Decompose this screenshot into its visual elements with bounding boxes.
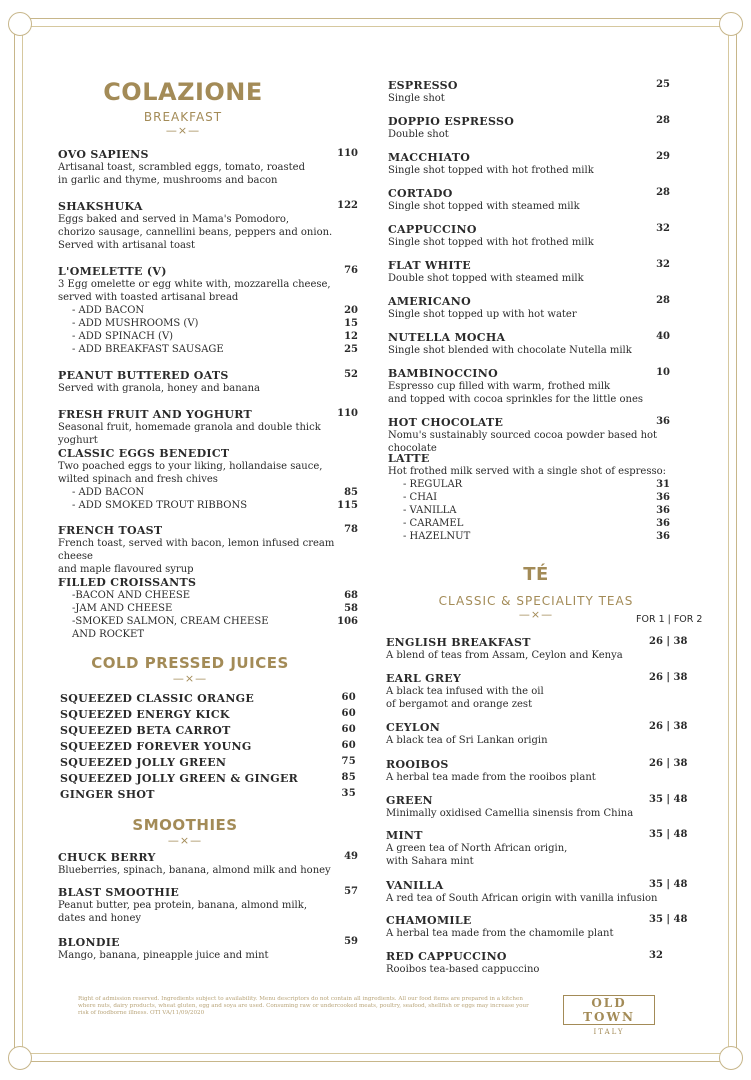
item-description: Served with artisanal toast bbox=[58, 240, 196, 251]
item-price: 59 bbox=[344, 936, 358, 947]
item-name: GINGER SHOT bbox=[60, 788, 155, 801]
menu-item bbox=[386, 914, 701, 940]
item-price: 35 bbox=[341, 788, 356, 799]
juice-item bbox=[60, 692, 356, 705]
add-on-option bbox=[388, 530, 703, 543]
menu-item bbox=[386, 636, 701, 662]
item-description: dates and honey bbox=[58, 913, 142, 924]
item-price: 60 bbox=[341, 740, 356, 751]
item-price: 26 | 38 bbox=[649, 721, 688, 732]
item-description: chorizo sausage, cannellini beans, peppers and onion. bbox=[58, 227, 333, 238]
item-name: BLAST SMOOTHIE bbox=[58, 886, 180, 899]
item-name: CHUCK BERRY bbox=[58, 851, 156, 864]
add-on-price: 106 bbox=[337, 616, 358, 627]
menu-item bbox=[388, 331, 703, 357]
item-description: Blueberries, spinach, banana, almond milk and honey bbox=[58, 865, 331, 876]
item-name: BAMBINOCCINO bbox=[388, 367, 498, 380]
item-description: French toast, served with bacon, lemon infused cream cheese bbox=[58, 538, 335, 562]
juice-item bbox=[60, 772, 356, 785]
add-on-price: 36 bbox=[656, 492, 670, 503]
item-price: 35 | 48 bbox=[649, 794, 688, 805]
item-description: Mango, banana, pineapple juice and mint bbox=[58, 950, 269, 961]
item-price: 75 bbox=[341, 756, 356, 767]
tea-size-header: FOR 1 | FOR 2 bbox=[636, 614, 703, 625]
add-on-price: 36 bbox=[656, 531, 670, 542]
item-name: CLASSIC EGGS BENEDICT bbox=[58, 447, 230, 460]
item-name: DOPPIO ESPRESSO bbox=[388, 115, 515, 128]
menu-item bbox=[388, 295, 703, 321]
add-on-option bbox=[58, 486, 358, 499]
item-description: Espresso cup filled with warm, frothed milk bbox=[388, 381, 611, 392]
logo-subtext: ITALY bbox=[593, 1028, 625, 1036]
item-description: wilted spinach and fresh chives bbox=[58, 474, 218, 485]
item-description: and topped with cocoa sprinkles for the little ones bbox=[388, 394, 644, 405]
breakfast-subtitle: BREAKFAST bbox=[143, 110, 223, 124]
item-name: BLONDIE bbox=[58, 936, 120, 949]
divider-ornament: —×— bbox=[172, 672, 208, 685]
item-name: FRESH FRUIT AND YOGHURT bbox=[58, 408, 253, 421]
add-on-option bbox=[58, 317, 358, 330]
item-description: Nomu's sustainably sourced cocoa powder based hot chocolate bbox=[388, 430, 658, 454]
add-on-price: 12 bbox=[344, 331, 358, 342]
item-name: FILLED CROISSANTS bbox=[58, 576, 197, 589]
add-on-price: 36 bbox=[656, 505, 670, 516]
tea-title: TÉ bbox=[523, 564, 549, 585]
juice-item bbox=[60, 788, 356, 801]
item-description: A green tea of North African origin, bbox=[386, 843, 568, 854]
add-on-label: - CHAI bbox=[403, 492, 438, 503]
item-name: ENGLISH BREAKFAST bbox=[386, 636, 531, 649]
juice-item bbox=[60, 756, 356, 769]
item-description: Rooibos tea-based cappuccino bbox=[386, 964, 540, 975]
brand-logo bbox=[563, 995, 655, 1036]
tea-subtitle: CLASSIC & SPECIALITY TEAS bbox=[438, 594, 634, 608]
item-price: 32 bbox=[656, 259, 670, 270]
add-on-price: 58 bbox=[344, 603, 358, 614]
corner-ornament bbox=[8, 1046, 32, 1070]
add-on-label: AND ROCKET bbox=[72, 629, 144, 640]
menu-item bbox=[386, 829, 701, 868]
item-name: SQUEEZED FOREVER YOUNG bbox=[60, 740, 252, 753]
add-on-option bbox=[58, 330, 358, 343]
item-description: Double shot topped with steamed milk bbox=[388, 273, 584, 284]
item-name: CAPPUCCINO bbox=[388, 223, 477, 236]
item-description: and maple flavoured syrup bbox=[58, 564, 194, 575]
corner-ornament bbox=[719, 12, 743, 36]
item-name: HOT CHOCOLATE bbox=[388, 416, 504, 429]
item-name: EARL GREY bbox=[386, 672, 462, 685]
menu-item bbox=[58, 369, 358, 395]
add-on-price: 85 bbox=[344, 487, 358, 498]
add-on-label: -JAM AND CHEESE bbox=[72, 603, 173, 614]
item-description: Seasonal fruit, homemade granola and double thick yoghurt bbox=[58, 422, 321, 446]
item-price: 26 | 38 bbox=[649, 758, 688, 769]
add-on-option bbox=[58, 628, 358, 641]
add-on-price: 36 bbox=[656, 518, 670, 529]
add-on-label: - ADD BREAKFAST SAUSAGE bbox=[72, 344, 224, 355]
add-on-label: -BACON AND CHEESE bbox=[72, 590, 191, 601]
item-name: CHAMOMILE bbox=[386, 914, 472, 927]
item-description: Hot frothed milk served with a single shot of espresso: bbox=[388, 466, 666, 477]
menu-item bbox=[388, 223, 703, 249]
add-on-option bbox=[58, 589, 358, 602]
item-price: 26 | 38 bbox=[649, 636, 688, 647]
juice-item bbox=[60, 708, 356, 721]
item-price: 35 | 48 bbox=[649, 829, 688, 840]
add-on-label: - ADD SPINACH (V) bbox=[72, 331, 174, 342]
item-price: 60 bbox=[341, 692, 356, 703]
add-on-option bbox=[58, 343, 358, 356]
item-description: Single shot bbox=[388, 93, 445, 104]
footer-disclaimer: Right of admission reserved. Ingredients subject to availability. Menu descriptors do not contain all ingredients. All our food items are prepared in a kitchen where nuts, dairy products, wheat gluten, egg and soya are used. Consuming raw or undercooked meats, poultry, seafood, shellfish or eggs may increase your risk of foodborne illness. OTI VA/11/09/2020 bbox=[78, 996, 529, 1016]
item-name: OVO SAPIENS bbox=[58, 148, 149, 161]
add-on-price: 25 bbox=[344, 344, 358, 355]
item-description: Single shot topped with steamed milk bbox=[388, 201, 580, 212]
add-on-price: 31 bbox=[656, 479, 670, 490]
item-name: SQUEEZED JOLLY GREEN bbox=[60, 756, 227, 769]
menu-item bbox=[388, 259, 703, 285]
divider-ornament: —×— bbox=[518, 608, 554, 621]
item-price: 32 bbox=[649, 950, 663, 961]
menu-item bbox=[386, 794, 701, 820]
add-on-option bbox=[388, 504, 703, 517]
item-description: with Sahara mint bbox=[386, 856, 474, 867]
smoothies-title: SMOOTHIES bbox=[132, 816, 238, 834]
item-name: CORTADO bbox=[388, 187, 453, 200]
item-name: ROOIBOS bbox=[386, 758, 449, 771]
menu-item bbox=[58, 524, 358, 576]
menu-item bbox=[388, 79, 703, 105]
item-price: 85 bbox=[341, 772, 356, 783]
item-name: ESPRESSO bbox=[388, 79, 458, 92]
add-on-option bbox=[388, 478, 703, 491]
right-column bbox=[388, 0, 703, 1000]
item-description: A blend of teas from Assam, Ceylon and Kenya bbox=[386, 650, 623, 661]
item-price: 10 bbox=[656, 367, 670, 378]
item-description: Served with granola, honey and banana bbox=[58, 383, 261, 394]
left-column bbox=[58, 0, 358, 1000]
add-on-price: 15 bbox=[344, 318, 358, 329]
item-description: A herbal tea made from the rooibos plant bbox=[386, 772, 596, 783]
item-description: A black tea infused with the oil bbox=[386, 686, 544, 697]
item-price: 76 bbox=[344, 265, 358, 276]
item-description: Double shot bbox=[388, 129, 449, 140]
item-description: Single shot topped up with hot water bbox=[388, 309, 577, 320]
item-description: A herbal tea made from the chamomile plant bbox=[386, 928, 614, 939]
item-name: FRENCH TOAST bbox=[58, 524, 163, 537]
item-description: A black tea of Sri Lankan origin bbox=[386, 735, 548, 746]
item-description: Single shot topped with hot frothed milk bbox=[388, 165, 594, 176]
item-price: 32 bbox=[656, 223, 670, 234]
menu-item bbox=[58, 200, 358, 252]
menu-item bbox=[58, 265, 358, 356]
add-on-label: - ADD SMOKED TROUT RIBBONS bbox=[72, 500, 248, 511]
menu-item bbox=[58, 886, 358, 925]
item-name: MINT bbox=[386, 829, 423, 842]
item-name: LATTE bbox=[388, 452, 430, 465]
add-on-option bbox=[58, 304, 358, 317]
item-description: in garlic and thyme, mushrooms and bacon bbox=[58, 175, 278, 186]
item-price: 60 bbox=[341, 708, 356, 719]
item-description: Artisanal toast, scrambled eggs, tomato, roasted bbox=[58, 162, 305, 173]
item-price: 52 bbox=[344, 369, 358, 380]
item-description: Two poached eggs to your liking, hollandaise sauce, bbox=[58, 461, 323, 472]
item-description: Minimally oxidised Camellia sinensis from China bbox=[386, 808, 634, 819]
add-on-label: - CARAMEL bbox=[403, 518, 464, 529]
menu-item bbox=[388, 452, 703, 543]
item-price: 60 bbox=[341, 724, 356, 735]
add-on-option bbox=[58, 615, 358, 628]
add-on-price: 20 bbox=[344, 305, 358, 316]
menu-item bbox=[388, 416, 703, 455]
menu-item bbox=[58, 148, 358, 187]
menu-item bbox=[386, 950, 701, 976]
item-name: NUTELLA MOCHA bbox=[388, 331, 506, 344]
divider-ornament: —×— bbox=[165, 124, 201, 137]
item-price: 110 bbox=[337, 148, 358, 159]
item-price: 122 bbox=[337, 200, 358, 211]
item-name: VANILLA bbox=[386, 879, 444, 892]
item-price: 28 bbox=[656, 115, 670, 126]
item-description: Single shot blended with chocolate Nutella milk bbox=[388, 345, 632, 356]
menu-item bbox=[388, 367, 703, 406]
menu-item bbox=[386, 758, 701, 784]
menu-item bbox=[58, 576, 358, 641]
add-on-option bbox=[58, 499, 358, 512]
item-name: PEANUT BUTTERED OATS bbox=[58, 369, 229, 382]
item-name: SQUEEZED BETA CARROT bbox=[60, 724, 231, 737]
item-name: SQUEEZED CLASSIC ORANGE bbox=[60, 692, 255, 705]
juice-item bbox=[60, 724, 356, 737]
add-on-label: - VANILLA bbox=[403, 505, 457, 516]
item-name: SQUEEZED ENERGY KICK bbox=[60, 708, 230, 721]
juice-item bbox=[60, 740, 356, 753]
corner-ornament bbox=[8, 12, 32, 36]
item-name: SQUEEZED JOLLY GREEN & GINGER bbox=[60, 772, 299, 785]
item-name: RED CAPPUCCINO bbox=[386, 950, 507, 963]
item-price: 49 bbox=[344, 851, 358, 862]
menu-item bbox=[386, 672, 701, 711]
breakfast-title: COLAZIONE bbox=[103, 78, 263, 106]
item-price: 25 bbox=[656, 79, 670, 90]
item-price: 35 | 48 bbox=[649, 879, 688, 890]
item-name: AMERICANO bbox=[388, 295, 472, 308]
menu-item bbox=[58, 408, 358, 447]
item-price: 78 bbox=[344, 524, 358, 535]
item-price: 35 | 48 bbox=[649, 914, 688, 925]
add-on-label: - HAZELNUT bbox=[403, 531, 471, 542]
menu-item bbox=[386, 721, 701, 747]
divider-ornament: —×— bbox=[167, 834, 203, 847]
item-price: 26 | 38 bbox=[649, 672, 688, 683]
item-price: 28 bbox=[656, 187, 670, 198]
item-name: SHAKSHUKA bbox=[58, 200, 143, 213]
item-description: Single shot topped with hot frothed milk bbox=[388, 237, 594, 248]
item-name: GREEN bbox=[386, 794, 433, 807]
item-name: FLAT WHITE bbox=[388, 259, 471, 272]
item-description: 3 Egg omelette or egg white with, mozzarella cheese, bbox=[58, 279, 331, 290]
item-description: served with toasted artisanal bread bbox=[58, 292, 239, 303]
add-on-price: 115 bbox=[337, 500, 358, 511]
item-price: 29 bbox=[656, 151, 670, 162]
add-on-label: - REGULAR bbox=[403, 479, 463, 490]
logo-text: OLD TOWN bbox=[563, 995, 655, 1025]
menu-item bbox=[388, 151, 703, 177]
corner-ornament bbox=[719, 1046, 743, 1070]
add-on-option bbox=[388, 491, 703, 504]
item-price: 36 bbox=[656, 416, 670, 427]
add-on-price: 68 bbox=[344, 590, 358, 601]
menu-item bbox=[388, 115, 703, 141]
item-description: Peanut butter, pea protein, banana, almond milk, bbox=[58, 900, 307, 911]
add-on-label: - ADD BACON bbox=[72, 305, 145, 316]
item-price: 110 bbox=[337, 408, 358, 419]
add-on-option bbox=[388, 517, 703, 530]
menu-item bbox=[58, 851, 358, 877]
menu-item bbox=[386, 879, 701, 905]
item-price: 28 bbox=[656, 295, 670, 306]
item-name: L'OMELETTE (V) bbox=[58, 265, 167, 278]
add-on-label: -SMOKED SALMON, CREAM CHEESE bbox=[72, 616, 269, 627]
add-on-option bbox=[58, 602, 358, 615]
item-price: 40 bbox=[656, 331, 670, 342]
menu-item bbox=[58, 447, 358, 512]
juices-title: COLD PRESSED JUICES bbox=[91, 654, 289, 672]
item-price: 57 bbox=[344, 886, 358, 897]
item-name: CEYLON bbox=[386, 721, 441, 734]
add-on-label: - ADD MUSHROOMS (V) bbox=[72, 318, 199, 329]
item-description: A red tea of South African origin with vanilla infusion bbox=[386, 893, 658, 904]
item-description: of bergamot and orange zest bbox=[386, 699, 533, 710]
menu-item bbox=[388, 187, 703, 213]
add-on-label: - ADD BACON bbox=[72, 487, 145, 498]
menu-item bbox=[58, 936, 358, 962]
item-name: MACCHIATO bbox=[388, 151, 471, 164]
item-description: Eggs baked and served in Mama's Pomodoro, bbox=[58, 214, 290, 225]
